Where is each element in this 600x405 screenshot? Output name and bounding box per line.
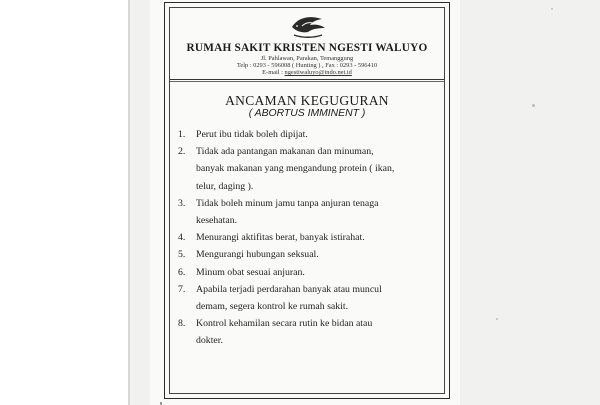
header-divider-thin xyxy=(170,81,444,82)
list-item xyxy=(178,264,440,281)
list-item xyxy=(178,126,440,143)
item-number: 2. xyxy=(178,146,186,158)
header-divider xyxy=(170,79,444,80)
list-item xyxy=(178,315,440,349)
document-title: ANCAMAN KEGUGURAN xyxy=(225,93,389,108)
item-number: 6. xyxy=(178,266,186,278)
item-line: Minum obat sesuai anjuran. xyxy=(196,266,305,278)
item-line: Perut ibu tidak boleh dipijat. xyxy=(196,129,308,140)
hospital-phone: Telp : 0293 - 596008 ( Hunting ) , Fax : 0293 - 596410 xyxy=(236,62,378,69)
scan-edge xyxy=(128,0,130,405)
scan-speck xyxy=(532,104,535,107)
item-line: Menurangi aktifitas berat, banyak istirahat. xyxy=(196,232,365,244)
item-line: Apabila terjadi perdarahan banyak atau muncul xyxy=(196,283,382,295)
scan-speck xyxy=(551,8,553,10)
list-item xyxy=(178,281,440,315)
scan-speck xyxy=(496,318,498,320)
item-line: Tidak boleh minum jamu tanpa anjuran tenaga xyxy=(196,197,379,209)
hospital-name: RUMAH SAKIT KRISTEN NGESTI WALUYO xyxy=(186,42,428,54)
list-item xyxy=(178,229,440,246)
item-line: dokter. xyxy=(196,335,223,347)
email-value: ngestiwaluyo@indo.net.id xyxy=(284,69,352,76)
item-line: Mengurangi hubungan seksual. xyxy=(196,249,319,261)
item-number: 1. xyxy=(178,129,186,140)
email-label: E-mail : xyxy=(262,69,283,76)
item-number: 8. xyxy=(178,318,186,330)
item-line: telur, daging ). xyxy=(196,180,254,192)
list-item xyxy=(178,143,440,195)
item-line: kesehatan. xyxy=(196,215,238,227)
item-number: 5. xyxy=(178,249,186,261)
item-number: 7. xyxy=(178,283,186,295)
item-number: 3. xyxy=(178,197,186,209)
hospital-address: Jl. Pahlawan, Parakan, Temanggung xyxy=(260,55,354,62)
item-line: Kontrol kehamilan secara rutin ke bidan atau xyxy=(196,318,373,330)
dove-logo-icon xyxy=(288,13,328,41)
list-item xyxy=(178,195,440,229)
document-subtitle: ( ABORTUS IMMINENT ) xyxy=(248,108,366,119)
item-line: demam, segera kontrol ke rumah sakit. xyxy=(196,301,349,313)
hospital-email xyxy=(170,69,444,76)
item-line: banyak makanan yang mengandung protein ( ikan, xyxy=(196,163,395,175)
list-item xyxy=(178,246,440,263)
item-number: 4. xyxy=(178,232,186,244)
item-line: Tidak ada pantangan makanan dan minuman, xyxy=(196,146,374,158)
instruction-list xyxy=(178,126,440,350)
